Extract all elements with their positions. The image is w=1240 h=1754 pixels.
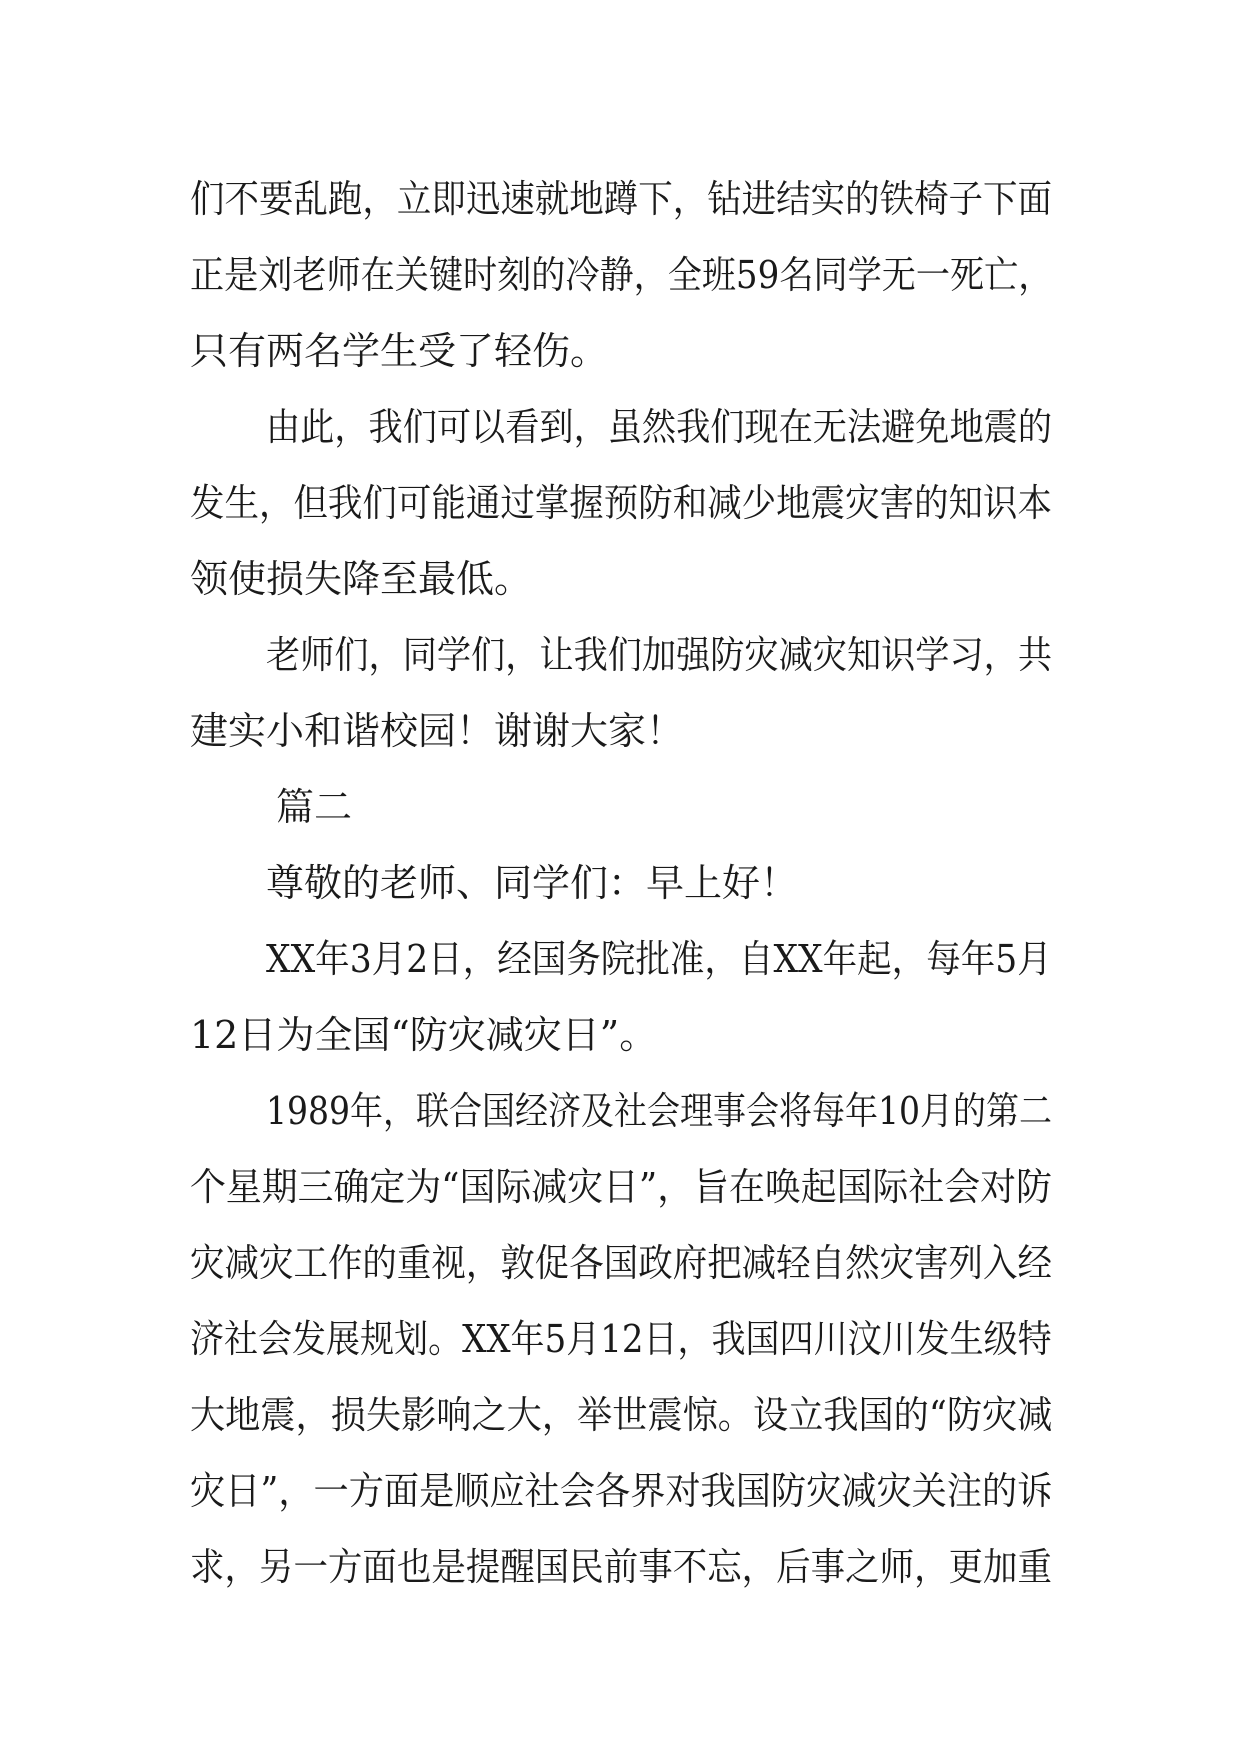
text-line-12: 12日为全国“防灾减灾日”。 — [190, 1013, 658, 1057]
text-line-1: 们不要乱跑，立即迅速就地蹲下，钻进结实的铁椅子下面 — [190, 177, 1053, 221]
text-line-5: 发生，但我们可能通过掌握预防和减少地震灾害的知识本 — [190, 481, 1053, 525]
text-line-11: XX年3月2日，经国务院批准，自XX年起，每年5月 — [266, 937, 1052, 981]
text-line-15: 灾减灾工作的重视，敦促各国政府把减轻自然灾害列入经 — [190, 1241, 1053, 1285]
text-line-17: 大地震，损失影响之大，举世震惊。设立我国的“防灾减 — [190, 1393, 1053, 1437]
text-line-19: 求，另一方面也是提醒国民前事不忘，后事之师，更加重 — [190, 1545, 1053, 1589]
greeting-line: 尊敬的老师、同学们：早上好！ — [266, 861, 799, 905]
text-line-14: 个星期三确定为“国际减灾日”，旨在唤起国际社会对防 — [190, 1165, 1052, 1209]
text-line-8: 建实小和谐校园！谢谢大家！ — [190, 709, 685, 753]
text-line-16: 济社会发展规划。XX年5月12日，我国四川汶川发生级特 — [190, 1317, 1052, 1361]
text-line-13: 1989年，联合国经济及社会理事会将每年10月的第二 — [266, 1089, 1053, 1133]
text-line-4: 由此，我们可以看到，虽然我们现在无法避免地震的 — [266, 405, 1053, 449]
section-heading: 篇二 — [276, 785, 353, 829]
text-line-6: 领使损失降至最低。 — [190, 557, 533, 601]
text-line-7: 老师们，同学们，让我们加强防灾减灾知识学习，共 — [266, 633, 1053, 677]
text-line-3: 只有两名学生受了轻伤。 — [190, 329, 609, 373]
text-line-18: 灾日”，一方面是顺应社会各界对我国防灾减灾关注的诉 — [190, 1469, 1053, 1513]
text-line-2: 正是刘老师在关键时刻的冷静，全班59名同学无一死亡， — [190, 253, 1053, 297]
